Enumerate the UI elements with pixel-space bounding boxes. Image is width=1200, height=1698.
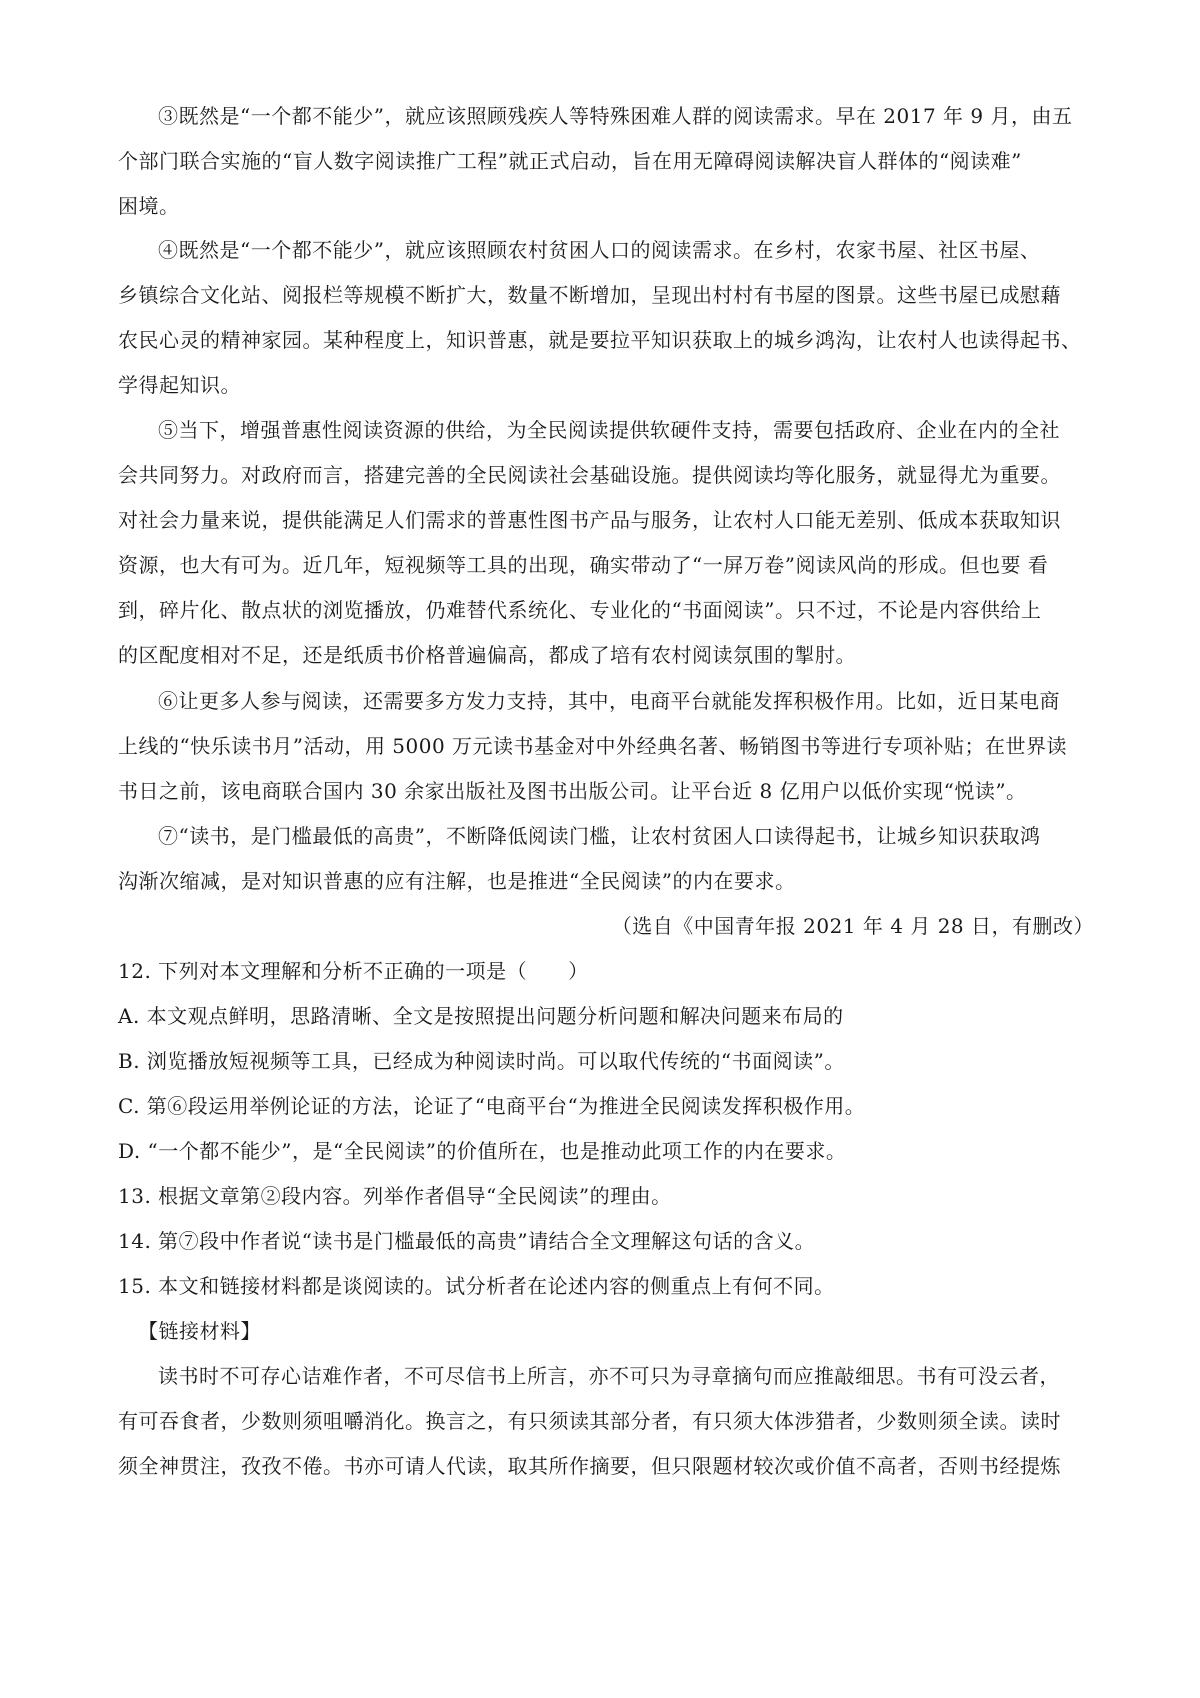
paragraph-6 bbox=[118, 680, 1094, 813]
text-line: 会共同努力。对政府而言，搭建完善的全民阅读社会基础设施。提供阅读均等化服务，就显得尤为重要。 bbox=[118, 463, 1061, 487]
text-line: 读书时不可存心诘难作者，不可尽信书上所言，亦不可只为寻章摘句而应推敲细思。书有可没云者， bbox=[158, 1364, 1060, 1388]
paragraph-3 bbox=[118, 95, 1094, 228]
text-line: 须全神贯注，孜孜不倦。书亦可请人代读，取其所作摘要，但只限题材较次或价值不高者，否则书经提炼 bbox=[118, 1454, 1061, 1478]
text-line: 有可吞食者，少数则须咀嚼消化。换言之，有只须读其部分者，有只须大体涉猎者，少数则须全读。读时 bbox=[118, 1409, 1061, 1433]
text-line: 乡镇综合文化站、阅报栏等规模不断扩大，数量不断增加，呈现出村村有书屋的图景。这些书屋已成慰藉 bbox=[118, 283, 1061, 307]
text-line: ⑥让更多人参与阅读，还需要多方发力支持，其中，电商平台就能发挥积极作用。比如，近日某电商 bbox=[158, 689, 1060, 713]
option-a: A. 本文观点鲜明，思路清晰、全文是按照提出问题分析问题和解决问题来布局的 bbox=[118, 1004, 844, 1028]
text-line: ③既然是“一个都不能少”，就应该照顾残疾人等特殊困难人群的阅读需求。早在 2017 年 9 月，由五 bbox=[158, 104, 1073, 128]
text-line: 书日之前，该电商联合国内 30 余家出版社及图书出版公司。让平台近 8 亿用户以低价实现“悦读”。 bbox=[118, 779, 1027, 803]
text-line: ⑤当下，增强普惠性阅读资源的供给，为全民阅读提供软硬件支持，需要包括政府、企业在内的全社 bbox=[158, 418, 1060, 442]
question-15: 15. 本文和链接材料都是谈阅读的。试分析者在论述内容的侧重点上有何不同。 bbox=[118, 1274, 835, 1298]
paragraph-7 bbox=[118, 815, 1094, 903]
text-line: 对社会力量来说，提供能满足人们需求的普惠性图书产品与服务，让农村人口能无差别、低成本获取知识 bbox=[118, 508, 1061, 532]
text-line: 学得起知识。 bbox=[118, 373, 241, 397]
option-c: C. 第⑥段运用举例论证的方法，论证了“电商平台“为推进全民阅读发挥积极作用。 bbox=[118, 1094, 866, 1118]
text-line: 的区配度相对不足，还是纸质书价格普遍偏高，都成了培有农村阅读氛围的掣肘。 bbox=[118, 643, 856, 667]
text-line: 个部门联合实施的“盲人数字阅读推广工程”就正式启动，旨在用无障碍阅读解决盲人群体的“阅读难” bbox=[118, 149, 1022, 173]
text-line: 资源，也大有可为。近几年，短视频等工具的出现，确实带动了“一屏万卷”阅读风尚的形成。但也要 看 bbox=[118, 553, 1049, 577]
question-14: 14. 第⑦段中作者说“读书是门槛最低的高贵”请结合全文理解这句话的含义。 bbox=[118, 1229, 816, 1253]
paragraph-5 bbox=[118, 409, 1094, 677]
option-b: B. 浏览播放短视频等工具，已经成为种阅读时尚。可以取代传统的“书面阅读”。 bbox=[118, 1049, 845, 1073]
text-line: ④既然是“一个都不能少”，就应该照顾农村贫困人口的阅读需求。在乡村，农家书屋、社区书屋、 bbox=[158, 238, 1041, 262]
link-material-heading: 【链接材料】 bbox=[138, 1319, 261, 1343]
paragraph-4 bbox=[118, 229, 1094, 407]
option-d: D. “一个都不能少”，是“全民阅读”的价值所在，也是推动此项工作的内在要求。 bbox=[118, 1139, 847, 1163]
text-line: 上线的“快乐读书月”活动，用 5000 万元读书基金对中外经典名著、畅销图书等进行专项补贴；在世界读 bbox=[118, 734, 1068, 758]
text-line: 沟渐次缩减，是对知识普惠的应有注解，也是推进“全民阅读”的内在要求。 bbox=[118, 869, 796, 893]
question-12: 12. 下列对本文理解和分析不正确的一项是（ ） bbox=[118, 959, 589, 983]
text-line: 到，碎片化、散点状的浏览播放，仍难替代系统化、专业化的“书面阅读”。只不过，不论是内容供给上 bbox=[118, 598, 1042, 622]
source-citation: （选自《中国青年报 2021 年 4 月 28 日，有删改） bbox=[611, 914, 1094, 938]
text-line: 农民心灵的精神家园。某种程度上，知识普惠，就是要拉平知识获取上的城乡鸿沟，让农村人也读得起书、 bbox=[118, 328, 1082, 352]
text-line: 困境。 bbox=[118, 194, 180, 218]
link-material-body bbox=[118, 1355, 1094, 1488]
text-line: ⑦“读书，是门槛最低的高贵”，不断降低阅读门槛，让农村贫困人口读得起书，让城乡知识获取鸿 bbox=[158, 824, 1041, 848]
question-13: 13. 根据文章第②段内容。列举作者倡导“全民阅读”的理由。 bbox=[118, 1184, 672, 1208]
